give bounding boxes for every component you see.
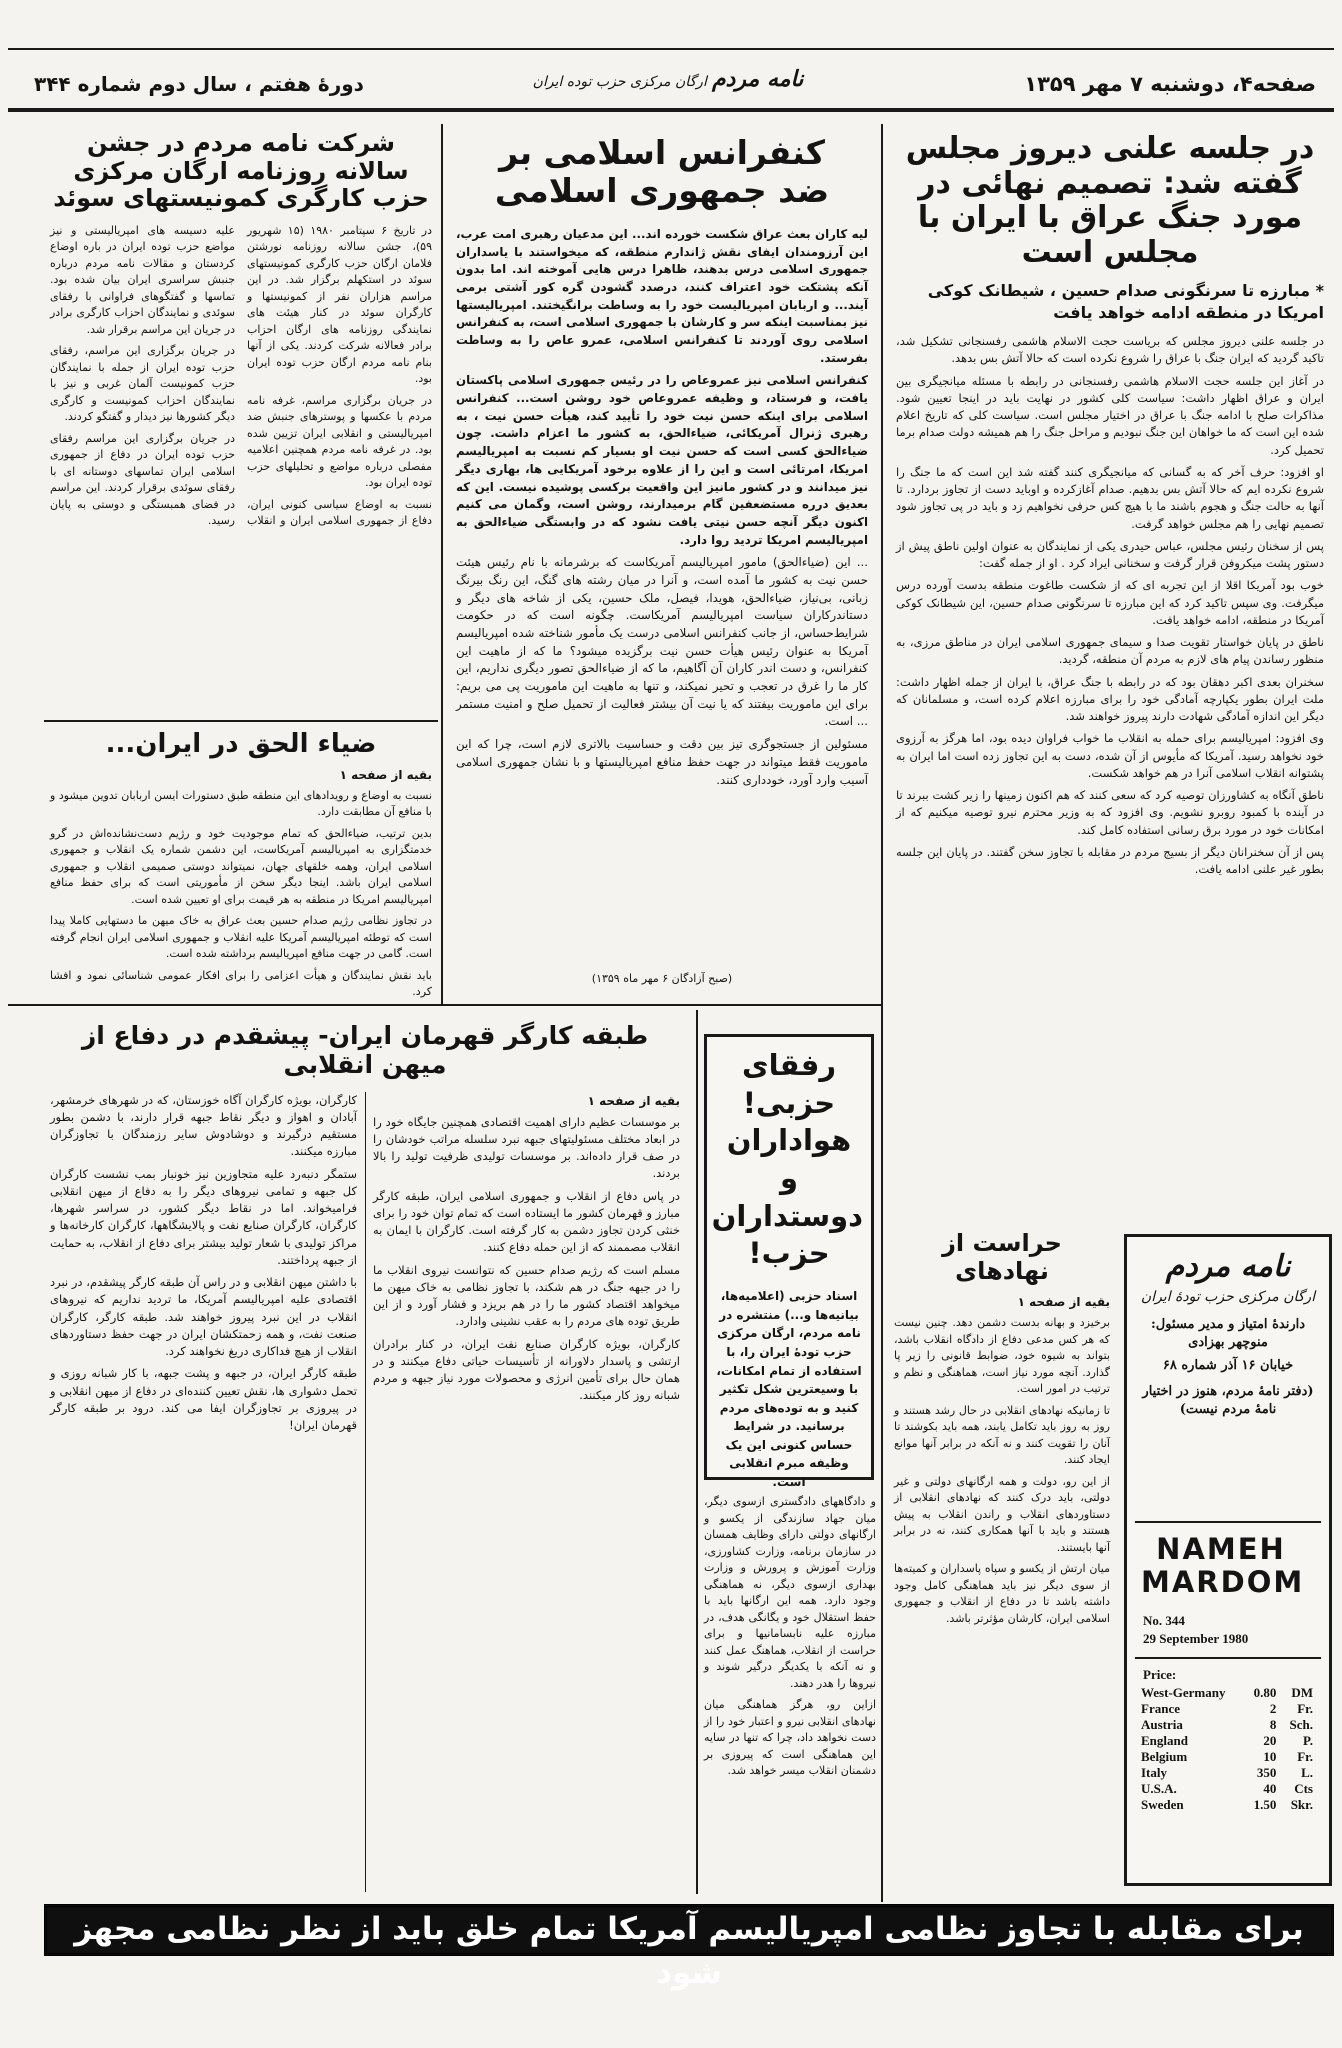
paragraph: برخیزد و بهانه بدست دشمن دهد. چنین نیست که هر کس مدعی دفاع از دادگاه انقلاب باشد، بتواند به شیوه خود، ضوابط قانونی را زیر پا گذارد. آنچه مورد نیاز است، هماهنگی و نظم و ترتیب در امور است. <box>894 1316 1110 1396</box>
paragraph: در تجاوز نظامی رژیم صدام حسین بعث عراق به خاک میهن ما دستهایی کاملا پیدا است که توطئه امپریالیسم آمریکا علیه انقلاب و جمهوری اسلامی ایران انجام گرفته است. گامی در جهت منافع امپریالیسم برداشته شده است. <box>50 914 432 961</box>
header-logo-tagline: ارگان مرکزی حزب توده ایران <box>532 74 707 90</box>
price-country: Sweden <box>1141 1797 1184 1812</box>
header-bottom-rule <box>8 108 1334 112</box>
price-country: U.S.A. <box>1141 1781 1177 1796</box>
price-row <box>1137 1765 1317 1781</box>
supporters-box <box>704 1034 874 1490</box>
paragraph: خوب بود آمریکا اقلا از این تجربه ای که از شکست طاغوت منطقه بدست آورده درس میگرفت. وی سپس تاکید کرد که این مبارزه تا سرنگونی صدام حسین، این شیطانک کوکی آمریکا در منطقه، ادامه خواهد یافت. <box>896 578 1324 627</box>
paragraph: و دادگاههای دادگستری ازسوی دیگر، میان جهاد سازندگی از یکسو و ارگانهای دولتی دارای وظایف همسان در سازمان برنامه، وزارت کشاورزی، وزارت آموزش و پرورش و وزارت بهداری ازسوی دیگر، نه هماهنگی وجود دارد. همه این ارگانها باید با حفظ استقلال خود و یگانگی هدف، در مبارزه علیه نابسامانیها و برای حراست از انقلاب، هماهنگ عمل کنند و نه آنکه با یکدیگر درگیر شوند و نیروها را هدر دهند. <box>704 1495 876 1690</box>
paragraph: وی افزود: امپریالیسم برای حمله به انقلاب ما خواب فراوان دیده بود، اما هرگز به آرزوی خود نخواهد رسید. آمریکا که مأیوس از آن شده، دست به این تجاوز زده است اما ایران به پشتوانه انقلاب اسلامی آنرا در هم خواهد شکست. <box>896 731 1324 780</box>
price-row <box>1137 1749 1317 1765</box>
paragraph: در پاس دفاع از انقلاب و جمهوری اسلامی ایران، طبقه کارگر مبارز و قهرمان کشور ما ایستاده است که تمام توان خود را برای خنثی کردن تجاوز دشمن به کار گرفته است. کارگران با ایمان به انقلاب مصممند که از این حمله دفاع کنند. <box>373 1188 680 1255</box>
price-unit: L. <box>1301 1765 1313 1780</box>
continued-label: بقیه از صفحه ۱ <box>1017 1295 1110 1310</box>
article-working-class-body <box>44 1092 686 1892</box>
price-country: Italy <box>1141 1765 1167 1780</box>
paragraph: ازاین رو، هرگز هماهنگی میان نهادهای انقلابی نیرو و اعتبار خود را از دست نخواهد داد، چرا که تنها در سایه این هماهنگی است که پیروزی بر دشمنان انقلاب میسر خواهد شد. <box>704 1698 876 1777</box>
paragraph: بر موسسات عظیم دارای اهمیت اقتصادی همچنین جایگاه خود را در ابعاد مختلف مسئولیتهای جبهه نبرد سلسله مراتب خودشان را در صف قرار داده‌اند. بر موسسات تولیدی ظرفیت تولید را بالا بردند. <box>373 1114 680 1181</box>
paragraph: پس از سخنان رئیس مجلس، عباس حیدری یکی از نمایندگان به عنوان اولین ناطق پیش از دستور پشت میکروفن قرار گرفت و سخنانی ایراد کرد . او از جمله گفت: <box>896 538 1324 571</box>
price-country: England <box>1141 1733 1188 1748</box>
article-zia-title: ضیاء الحق در ایران... <box>105 729 377 759</box>
paragraph: ناطق در پایان خواستار تقویت صدا و سیمای جمهوری اسلامی ایران در مناطق مرزی، به منظور رساندن پیام های لازم به مردم آن منطقه، گردید. <box>896 635 1324 667</box>
paragraph: پس از آن سخنرانان دیگر از بسیج مردم در مقابله با تجاوز سخن گفتند. در پایان این جلسه بطور غیر علنی ادامه یافت. <box>896 844 1324 877</box>
column-rule-2 <box>441 124 443 1004</box>
masthead-issue: No. 344 <box>1143 1613 1185 1628</box>
masthead-price-label: Price: <box>1143 1667 1177 1682</box>
paragraph: طبقه کارگر ایران، در جبهه و پشت جبهه، با کار شبانه روزی و تحمل دشواری ها، نقش تعیین کننده‌ای در دفاع از میهن انقلابی و در پیروزی بر تجاوزگران ایفا می کند. درود بر طبقه کارگر قهرمان ایران! <box>50 1366 357 1432</box>
paragraph: میان ارتش از یکسو و سپاه پاسداران و کمیته‌ها از سوی دیگر نیز باید هماهنگی کامل وجود داشته باشد تا در دفاع از انقلاب و جمهوری اسلامی ایران، کارشان مؤثرتر باشد. <box>894 1562 1110 1625</box>
paragraph: او افزود: حرف آخر که به گسانی که میانجیگری کنند گفته شد این است که ما جنگ را شروع نکرده ایم که حالا آتش بس بدهیم. صدام آغازکرده و اوباید دست از تجاوز بردارد. تا آنها به حالت جنگ و هجوم باشند ما با هیچ کس حرفی نخواهیم زد و باید در پی تجاوز شود تصمیم نهایی را هم مجلس خواهد گرفت. <box>896 464 1324 531</box>
header-logo <box>508 66 828 92</box>
continued-label: بقیه از صفحه ۱ <box>339 767 432 782</box>
supporters-box-text: اسناد حزبی (اعلامیه‌ها، بیانیه‌ها و...) منتشره در نامه مردم، ارگان مرکزی حزب تودهٔ ایران را، با استفاده از تمام امکانات، با وسیعترین شکل تکثیر کنید و به توده‌های مردم برسانید. در شرایط حساس کنونی این یک وظیفه مبرم انقلابی است. <box>716 1289 862 1490</box>
paragraph: مسلم است که رژیم صدام حسین که نتوانست نیروی انقلاب ما را در جبهه جنگ در هم شکند، با تجاوز نظامی به خاک میهن ما میخواهد اقتصاد کشور ما را در هم بریزد و فشار آورد و از این طریق توده های مردم را به عقب نشینی وادارد. <box>373 1262 680 1329</box>
price-amount: 20 <box>1263 1733 1277 1748</box>
paragraph: کنفرانس اسلامی نیز عمروعاص را در رئیس جمهوری اسلامی پاکستان یافت، و فرستاد، و وظیفه عمروعاص خود روشن است... کنفرانس اسلامی برای اینکه حسن نیت خود را تأیید کند، هیأت حسن نیت ، به رهبری ژنرال آمریکائی، ضیاءالحق، به کشور ما اعزام داشت. چون ضیاءالحق کسی است که حسن نیت او بسیار کم نسبت به امپریالیسم امریکا، امرتائی است و این را از علاوه برخود آمریکایی ها، بهاری دیگر نیز میدانند و در کشور مانیز این واقعیت برکسی پوشیده نیست. این که بعدیق درره مستضعفین گام برمیدارند، روشن است، وگمان می کنیم اکنون دیگر آنچه حسن نیتی یافت نشود که در وابستگی ضیاءالحق به امپریالیسم امریکا تردید روا دارد. <box>456 373 868 547</box>
bottom-banner: برای مقابله با تجاوز نظامی امپریالیسم آمریکا تمام خلق باید از نظر نظامی مجهز شود <box>44 1904 1334 1956</box>
price-row <box>1137 1717 1317 1733</box>
price-amount: 1.50 <box>1253 1797 1277 1812</box>
price-row <box>1137 1797 1317 1813</box>
price-country: Belgium <box>1141 1749 1188 1764</box>
header-logo-title: نامه مردم <box>711 66 804 92</box>
paragraph: سخنران بعدی اکبر دهقان بود که در رابطه با جنگ عراق، با ایران از جمله اظهار داشت: ملت ایران بطور یکپارچه آمادگی خود را برای مبارزه اعلام کرده است، و مسلمانان که دیگر این اندازه آمادگی شهادت دارند پیروز خواهند شد. <box>896 674 1324 724</box>
masthead-name-latin: NAMEH MARDOM <box>1141 1532 1305 1600</box>
paragraph: ستمگر دنبه‌رد علیه متجاوزین نیز خونبار بمب نشست کارگران کل جبهه و تمامی نیروهای دیگر را به دفاع از میهن انقلابی فرامیخواند. اما در نقاط دیگر کشور، در سراسر شهرها، کارگران، کارگران صنایع نفت و پالایشگاهها، کارگران کارخانه‌ها و مراکز تولیدی با شعار تولید بیشتر برای دفاع از انقلاب، به حمایت از جبهه پرداختند. <box>50 1166 357 1267</box>
price-unit: Fr. <box>1297 1701 1313 1716</box>
column-rule-3 <box>696 1010 698 1894</box>
masthead-tagline: ارگان مرکزی حزب تودهٔ ایران <box>1140 1288 1316 1305</box>
article-conference-title: کنفرانس اسلامی بر ضد جمهوری اسلامی <box>494 133 830 210</box>
paragraph: بدین ترتیب، ضیاءالحق که تمام موجودیت خود و رژیم دست‌نشانده‌اش در گرو خدمتگزاری به امپریالیسم آمریکاست، این دشمن شماره یک انقلاب و جمهوری اسلامی ایران، وهمه خلقهای جهان، نمیتواند دوستی صمیمی انقلاب و جمهوری اسلامی ایران باشد. اینجا دیگر سخن از مأموریتی است که برای حفظ منافع امپریالیسم امریکا در منطقه به هر قیمت برای او تعیین شده است. <box>50 826 432 906</box>
article-institutions-title: حراست از نهادهای <box>942 1229 1062 1285</box>
price-unit: DM <box>1291 1685 1313 1700</box>
article-anniversary-title: شرکت نامه مردم در جشن سالانه روزنامه ارگان مرکزی حزب کارگری کمونیستهای سوئد <box>53 129 429 213</box>
paragraph: کارگران، بویژه کارگران صنایع نفت ایران، در کنار برادران ارتشی و پاسدار دلاورانه از تأسیسات حیاتی دفاع میکنند و در همان حال برای تأمین انرژی و محصولات مورد نیاز جبهه و مردم شبانه روز کار میکنند. <box>373 1336 680 1403</box>
masthead-box <box>1124 1234 1332 1886</box>
price-row <box>1137 1781 1317 1797</box>
price-amount: 2 <box>1269 1701 1277 1716</box>
price-country: Austria <box>1141 1717 1183 1732</box>
price-row <box>1137 1685 1317 1701</box>
paragraph: در جریان برگزاری این مراسم رفقای حزب توده ایران در دفاع از جمهوری اسلامی ایران تماسهای دوستانه ای با رفقای سوئدی برقرار کردند. این مراسم در فضای همبستگی و دوستی به پایان رسید. <box>50 431 235 528</box>
price-amount: 8 <box>1269 1717 1277 1732</box>
continued-label: بقیه از صفحه ۱ <box>587 1093 680 1108</box>
masthead-address: خیابان ۱۶ آذر شماره ۶۸ <box>1162 1358 1294 1374</box>
header-top-rule <box>8 48 1334 50</box>
article-institutions <box>888 1224 1116 1894</box>
paragraph: کارگران، بویژه کارگران آگاه خوزستان، که در شهرهای خرمشهر، آبادان و اهواز و دیگر نقاط جبهه قرار دارند، با دشمن بطور مستقیم درگیرند و دوشادوش سایر رزمندگان با تجاوزگران مبارزه میکنند. <box>50 1092 357 1159</box>
paragraph: نسبت به اوضاع و رویدادهای این منطقه طبق دستورات ایسن اربابان تدوین میشود و با منافع آن مطابقت دارد. <box>50 788 432 819</box>
price-unit: Cts <box>1294 1781 1313 1796</box>
article-anniversary <box>44 124 438 716</box>
header-issue: دورهٔ هفتم ، سال دوم شماره ۳۴۴ <box>34 72 364 96</box>
price-country: West-Germany <box>1141 1685 1226 1700</box>
horizontal-rule-mid <box>8 1004 881 1006</box>
article-zia-body <box>44 766 438 999</box>
article-majlis-subtitle: * مبارزه تا سرنگونی صدام حسین ، شیطانک کوکی امریکا در منطقه ادامه خواهد یافت <box>927 281 1324 322</box>
price-unit: P. <box>1303 1733 1313 1748</box>
price-amount: 10 <box>1263 1749 1277 1764</box>
article-majlis-title: در جلسه علنی دیروز مجلس گفته شد: تصمیم نهائی در مورد جنگ عراق با ایران با مجلس است <box>905 131 1315 270</box>
paragraph: در آغاز این جلسه حجت الاسلام هاشمی رفسنجانی در رابطه با مسئله میانجیگری بین ایران و عراق اظهار داشت: سیاست کلی کشور در نهایت باید در اینجا تعیین شود. مذاکرات صلح با ادامه جنگ با عراق در اختیار مجلس است. سیاست کلی که تاریخ اعلام شده این است که ما خواهان این جنگ نبودیم و مراحل جنگ را هم همیشه دولت صدام برما تحمیل کرد. <box>896 373 1324 457</box>
article-zia <box>44 726 438 1000</box>
price-table <box>1137 1685 1317 1813</box>
paragraph: در جریان برگزاری مراسم، غرفه نامه مردم با عکسها و پوسترهای جنبش ضد امپریالیستی و انقلابی ایران تزیین شده بود. در غرفه نامه مردم همچنین اعلامیه مفصلی درباره مواضع و تحلیلهای حزب توده ایران بود. <box>247 393 432 490</box>
paragraph: با داشتن میهن انقلابی و در راس آن طبقه کارگر پیشقدم، در نبرد اقتصادی علیه امپریالیسم آمریکا، ما تردید نداریم که نیروهای انقلاب در این نبرد پیروز خواهند شد. طبقه کارگر، کارگران صنعت نفت، و همه زحمتکشان ایران در جهت حفظ دستاوردهای انقلاب از هیچ فداکاری دریغ نخواهند کرد. <box>50 1275 357 1358</box>
masthead-office-note: (دفتر نامهٔ مردم، هنوز در اختیار نامهٔ مردم نیست) <box>1142 1384 1314 1417</box>
masthead-divider-2 <box>1135 1657 1321 1659</box>
price-country: France <box>1141 1701 1180 1716</box>
price-amount: 350 <box>1256 1765 1277 1780</box>
paragraph: مسئولین از جستجوگری تیز بین دقت و حساسیت بالاتری لازم است، چرا که این ماموریت فقط میتواند در جهت حفظ منافع امپریالیستها و با نشان جمهوری اسلامی آسیب وارد آورد، خودداری کنند. <box>456 737 868 787</box>
masthead-date: 29 September 1980 <box>1143 1631 1249 1646</box>
horizontal-rule-zia <box>44 720 438 722</box>
article-conference <box>448 124 876 1000</box>
supporters-box-headline: رفقای حزبی! هواداران و دوستداران حزب! <box>711 1048 863 1271</box>
paragraph: از این رو، دولت و همه ارگانهای دولتی و غیر دولتی، باید درک کنند که نهادهای انقلابی از دستاوردهای انقلاب و راندن انقلاب به پیش هستند و باید با آنها همکاری کنند، نه در برابر آنها بایستند. <box>894 1474 1110 1554</box>
article-majlis <box>888 124 1332 1214</box>
paragraph: نسبت به اوضاع سیاسی کنونی ایران، دفاع از جمهوری اسلامی ایران و انقلاب علیه دسیسه های امپریالیستی و نیز مواضع حزب توده ایران در باره اوضاع کردستان و مقالات نامه مردم درباره جنبش سراسری ایران بیان شده بود. تماسها و گفتگوهای فراوانی با رفقای سوئدی و نمایندگان احزاب کارگری برادر در جریان این مراسم برقرار شد. <box>50 223 432 528</box>
price-row <box>1137 1701 1317 1717</box>
price-unit: Skr. <box>1290 1797 1313 1812</box>
paragraph: باید نقش نمایندگان و هیأت اعزامی را برای افکار عمومی شناسائی نمود و افشا کرد. <box>50 968 432 999</box>
article-majlis-body <box>888 333 1332 1193</box>
masthead-logo: نامه مردم <box>1165 1249 1291 1284</box>
paragraph: تا زمانیکه نهادهای انقلابی در حال رشد هستند و روز به روز باید تکامل یابند، همه باید بکوشند تا آنان را تقویت کنند و نه آنکه در برابر آنها موانع ایجاد کنند. <box>894 1403 1110 1467</box>
article-conference-signature: (صبح آزادگان ۶ مهر ماه ۱۳۵۹) <box>591 971 733 985</box>
article-institutions-continued <box>704 1494 876 1894</box>
page-header <box>8 48 1334 112</box>
paragraph: در تاریخ ۶ سپتامبر ۱۹۸۰ (۱۵ شهریور ۵۹)، جشن سالانه روزنامه نورشتن فلامان ارگان حزب کارگری کمونیستهای سوئد در استکهلم برگزار شد. در این مراسم هزاران نفر از کمونیستها و کارگران سوئد در کنار هیئت های نمایندگی روزنامه های ارگان احزاب برادر فعالانه شرکت کردند. یکی از آنها بنام نامه مردم ارگان حزب توده ایران بود. <box>247 223 433 386</box>
price-unit: Sch. <box>1289 1717 1313 1732</box>
header-date: صفحه۴، دوشنبه ۷ مهر ۱۳۵۹ <box>1024 72 1316 96</box>
article-conference-body <box>448 226 876 966</box>
paragraph: لیه کاران بعث عراق شکست خورده اند... این مدعیان رهبری امت عرب، این آرزومندان ایفای نقش ژاندارم منطقه، که میخواستند با یاسداران جمهوری اسلامی درس بدهند، ظاهرا درس هایی آموخته اند. اما بدون آنکه پشتکت خود اعتراف کنند، درصدد گشودن گره کور آشتی برمی آیند... و اربابان امپریالیست خود را به وساطت برانگیختند. امپریالیستها نیز بمناسبت اینکه سر و کارشان با جمهوری اسلامی است، به کنفرانس اسلامی روی آوردند تا کنفرانس اسلامی، عمرو عاص را به وساطت بفرستد. <box>456 226 868 365</box>
price-amount: 0.80 <box>1253 1685 1277 1700</box>
price-unit: Fr. <box>1297 1749 1313 1764</box>
article-working-class-title: طبقه کارگر قهرمان ایران- پیشقدم در دفاع از میهن انقلابی <box>81 1021 649 1079</box>
article-institutions-body <box>888 1293 1116 1903</box>
paragraph: در جلسه علنی دیروز مجلس که بریاست حجت الاسلام هاشمی رفسنجانی تشکیل شد، تاکید گردید که ایران جنگ با عراق را شروع نکرده است که حالا آتش بس بدهد. <box>896 334 1324 366</box>
masthead-divider <box>1135 1521 1321 1523</box>
article-anniversary-body <box>44 223 438 693</box>
price-amount: 40 <box>1263 1781 1277 1796</box>
article-working-class <box>44 1016 686 1894</box>
column-rule-1 <box>881 124 883 1902</box>
paragraph: در جریان برگزاری این مراسم، رفقای حزب توده ایران از جمله با نمایندگان حزب کمونیست آلمان غربی و نیز با نمایندگان احزاب کمونیست و کارگری دیگر کشورها نیز دیدار و گفتگو کردند. <box>50 344 235 424</box>
price-row <box>1137 1733 1317 1749</box>
paragraph: ... این (ضیاءالحق) مامور امپریالیسم آمریکاست که برشرمانه با نام رئیس هیئت حسن نیت به کشور ما آمده است، و آنرا در میان رشته های گنگ، این رنگ بیرنگ زبانی، بی‌نیاز، ضیاءالحق، هویدا، فیصل، ملک حسین، یکی از شاخه های دیگر و دستاندرکاران سیاست امپریالیسم آمریکاست. چگونه است که در حکومت شرایط‌حساس، از جانب کنفرانس اسلامی درست یک مأمور شناخته شده امپریالیسم آمریکا به عنوان رئیس هیأت حسن نیت برگزیده میشود؟ ما که از ماهیت این کنفرانس، و دست اندر کاران آن آگاهیم، ما که از ضیاءالحق تصور دیگری نداریم، این کار ما را غرق در تعجب و تحیر نمیکند، و تنها به ماهیت این ماموریت پی می بریم: برای این ماموریت بیفتند که یا نیت آن بیشتر فعالیت از تحمیل صلح و امنیت مستمر ... است. <box>456 555 868 729</box>
paragraph: ناطق آنگاه به کشاورزان توصیه کرد که سعی کنند که هم اکنون زمینها را زیر کشت ببرند تا در آینده با کمبود روبرو نشویم. وی افزود که به وزیر محترم نیرو توصیه میکنیم که از امکانات خود در مورد برق رسانی استفاده کامل کند. <box>896 788 1324 837</box>
masthead-owner: دارندهٔ امتیاز و مدیر مسئول: منوچهر بهزادی <box>1151 1317 1305 1350</box>
